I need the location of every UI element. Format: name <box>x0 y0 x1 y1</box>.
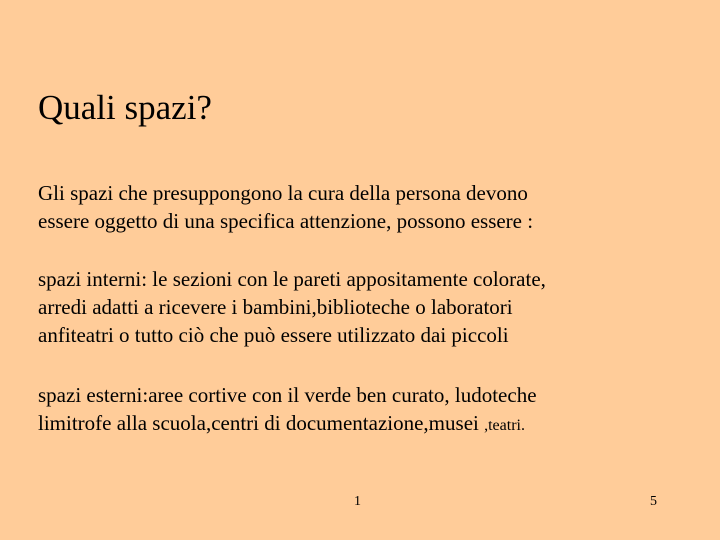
intro-line-1 <box>38 179 698 207</box>
internal-line-1 <box>38 265 698 293</box>
external-text: aree cortive con il verde ben curato, ludoteche <box>148 383 537 407</box>
footer-center-number: 1 <box>354 494 361 509</box>
external-line-2 <box>38 409 698 440</box>
intro-line-2: essere oggetto di una specifica attenzione, possono essere : <box>38 209 534 233</box>
external-label: spazi esterni: <box>38 383 149 407</box>
slide-title: Quali spazi? <box>38 88 212 127</box>
internal-text: : le sezioni con le pareti appositamente colorate, <box>141 267 546 291</box>
internal-label: spazi interni <box>38 267 142 291</box>
intro-text-a: Gli spazi che presuppongono la <box>38 181 309 205</box>
external-spaces-paragraph <box>38 381 698 440</box>
internal-line-2: arredi adatti a ricevere i bambini,biblioteche o laboratori <box>38 295 513 319</box>
intro-emphasis: cura della persona <box>308 181 461 205</box>
external-line-1 <box>38 381 698 409</box>
external-text-2: limitrofe alla scuola,centri di documentazione,musei <box>38 411 485 435</box>
intro-paragraph <box>38 179 698 235</box>
internal-spaces-paragraph <box>38 265 698 349</box>
intro-text-c: devono <box>460 181 528 205</box>
internal-line-3: anfiteatri o tutto ciò che può essere utilizzato dai piccoli <box>38 323 509 347</box>
page-number: 5 <box>650 494 657 509</box>
external-text-small: ,teatri. <box>484 417 525 434</box>
